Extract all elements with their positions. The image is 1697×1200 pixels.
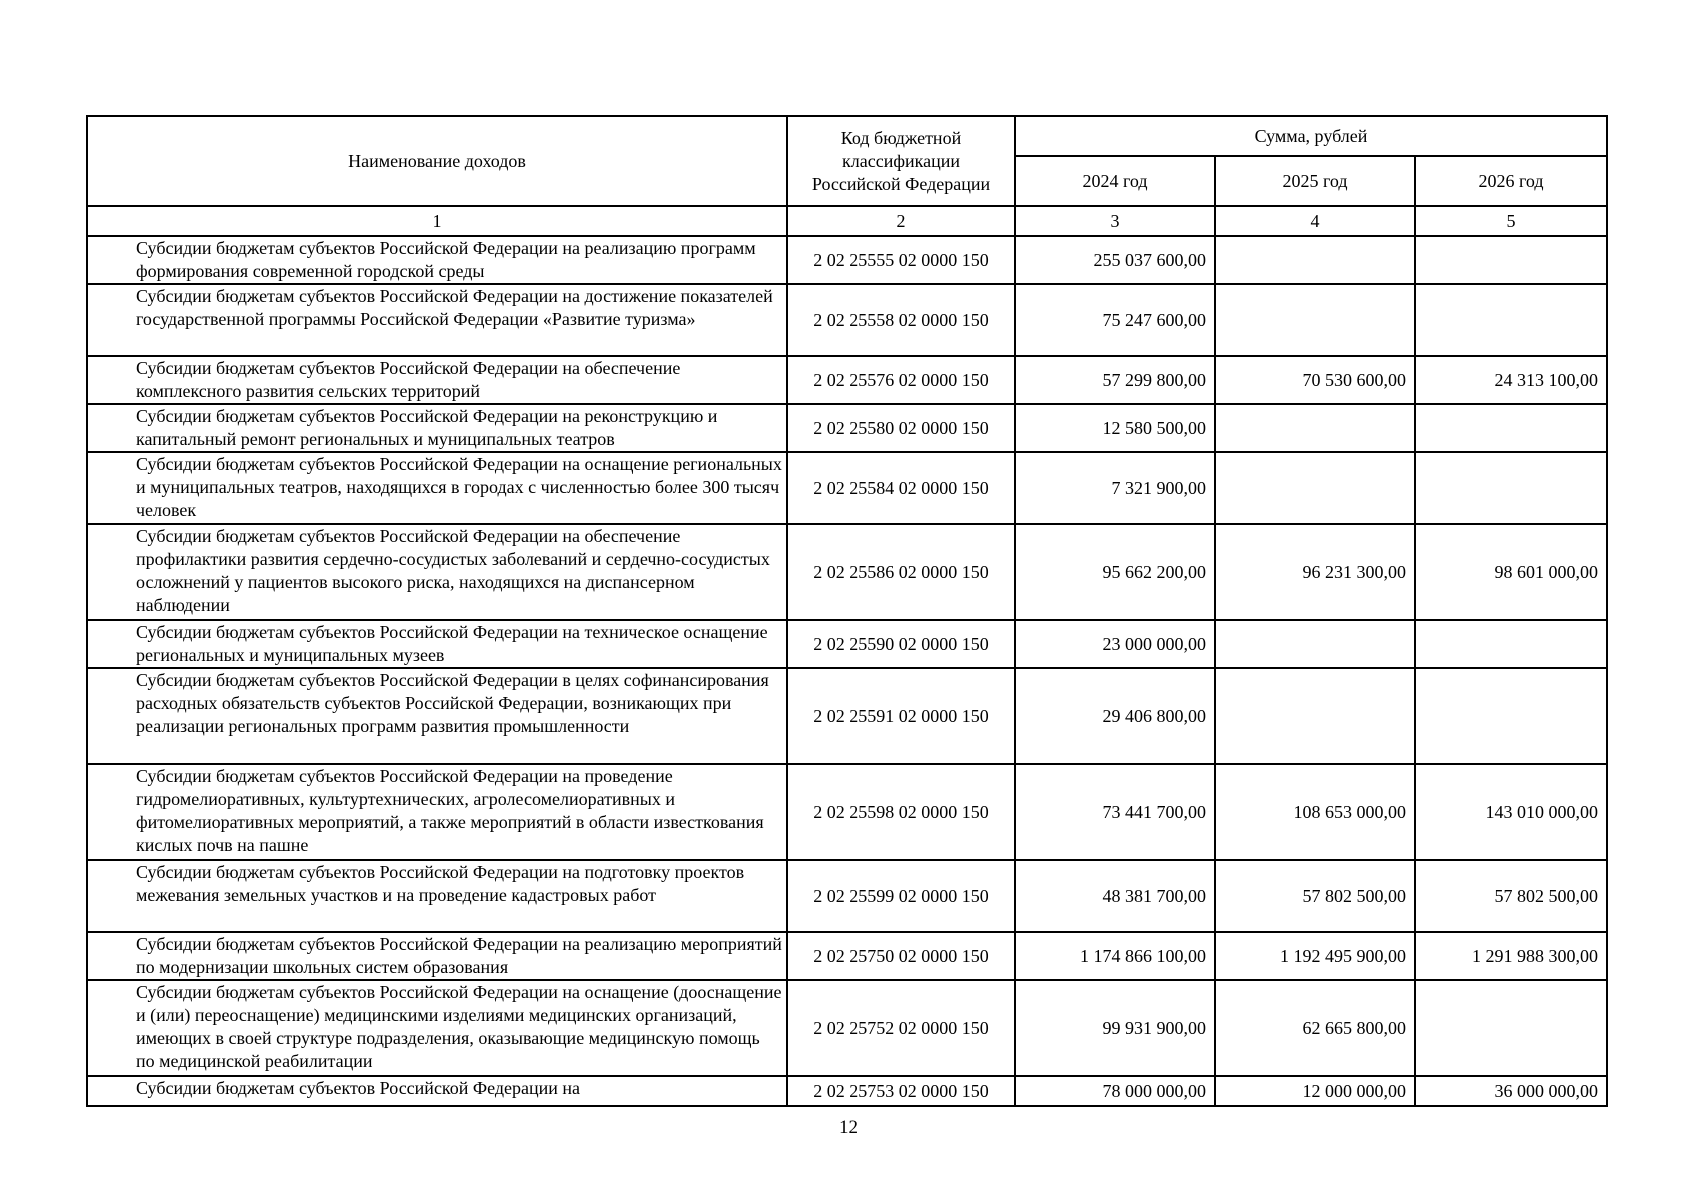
row-name: Субсидии бюджетам субъектов Российской Федерации на реконструкцию и капитальный ремонт региональных и муниципальных театров [87,404,787,452]
row-name: Субсидии бюджетам субъектов Российской Федерации на реализацию мероприятий по модернизации школьных систем образования [87,932,787,980]
table-row [87,1076,1607,1106]
row-name: Субсидии бюджетам субъектов Российской Федерации на обеспечение профилактики развития сердечно-сосудистых заболеваний и сердечно-сосудистых осложнений у пациентов высокого риска, находящихся на диспансерном наблюдении [87,524,787,620]
row-amount-2026: 36 000 000,00 [1415,1076,1607,1106]
col-number-1: 1 [87,206,787,236]
row-code: 2 02 25558 02 0000 150 [787,284,1015,356]
row-amount-2026: 24 313 100,00 [1415,356,1607,404]
row-amount-2024: 99 931 900,00 [1015,980,1215,1076]
row-amount-2024: 73 441 700,00 [1015,764,1215,860]
row-code: 2 02 25599 02 0000 150 [787,860,1015,932]
page-number: 12 [839,1117,858,1138]
row-name: Субсидии бюджетам субъектов Российской Федерации на [87,1076,787,1106]
row-code: 2 02 25555 02 0000 150 [787,236,1015,284]
row-amount-2024: 23 000 000,00 [1015,620,1215,668]
table-row [87,452,1607,524]
row-name: Субсидии бюджетам субъектов Российской Федерации на проведение гидромелиоративных, культуртехнических, агролесомелиоративных и фитомелиоративных мероприятий, а также мероприятий в области известкования кислых почв на пашне [87,764,787,860]
table-row [87,284,1607,356]
col-number-2: 2 [787,206,1015,236]
row-amount-2026 [1415,236,1607,284]
row-amount-2025 [1215,668,1415,764]
row-code: 2 02 25586 02 0000 150 [787,524,1015,620]
header-sum: Сумма, рублей [1015,116,1607,156]
row-amount-2026 [1415,284,1607,356]
row-code: 2 02 25752 02 0000 150 [787,980,1015,1076]
row-amount-2026: 98 601 000,00 [1415,524,1607,620]
row-amount-2025: 108 653 000,00 [1215,764,1415,860]
row-amount-2024: 48 381 700,00 [1015,860,1215,932]
row-code: 2 02 25753 02 0000 150 [787,1076,1015,1106]
col-number-5: 5 [1415,206,1607,236]
row-amount-2025: 1 192 495 900,00 [1215,932,1415,980]
row-name: Субсидии бюджетам субъектов Российской Федерации на оснащение (дооснащение и (или) переоснащение) медицинскими изделиями медицинских организаций, имеющих в своей структуре подразделения, оказывающие медицинскую помощь по медицинской реабилитации [87,980,787,1076]
row-amount-2024: 57 299 800,00 [1015,356,1215,404]
table-row [87,668,1607,764]
row-amount-2025: 57 802 500,00 [1215,860,1415,932]
table-row [87,860,1607,932]
row-code: 2 02 25598 02 0000 150 [787,764,1015,860]
row-amount-2024: 95 662 200,00 [1015,524,1215,620]
table-row [87,404,1607,452]
row-amount-2024: 7 321 900,00 [1015,452,1215,524]
row-amount-2024: 29 406 800,00 [1015,668,1215,764]
row-code: 2 02 25580 02 0000 150 [787,404,1015,452]
header-year-2026: 2026 год [1415,156,1607,206]
row-amount-2024: 1 174 866 100,00 [1015,932,1215,980]
row-amount-2025 [1215,236,1415,284]
table-row [87,236,1607,284]
row-code: 2 02 25576 02 0000 150 [787,356,1015,404]
row-amount-2024: 12 580 500,00 [1015,404,1215,452]
row-amount-2025 [1215,404,1415,452]
row-amount-2025 [1215,620,1415,668]
table-row [87,932,1607,980]
row-amount-2025: 96 231 300,00 [1215,524,1415,620]
row-amount-2026 [1415,980,1607,1076]
row-name: Субсидии бюджетам субъектов Российской Федерации в целях софинансирования расходных обязательств субъектов Российской Федерации, возникающих при реализации региональных программ развития промышленности [87,668,787,764]
row-amount-2025: 12 000 000,00 [1215,1076,1415,1106]
table-row [87,764,1607,860]
col-number-4: 4 [1215,206,1415,236]
row-code: 2 02 25750 02 0000 150 [787,932,1015,980]
row-amount-2024: 78 000 000,00 [1015,1076,1215,1106]
row-amount-2026 [1415,620,1607,668]
row-code: 2 02 25584 02 0000 150 [787,452,1015,524]
col-number-3: 3 [1015,206,1215,236]
row-name: Субсидии бюджетам субъектов Российской Федерации на обеспечение комплексного развития сельских территорий [87,356,787,404]
row-code: 2 02 25591 02 0000 150 [787,668,1015,764]
row-amount-2025: 62 665 800,00 [1215,980,1415,1076]
row-amount-2026: 1 291 988 300,00 [1415,932,1607,980]
row-amount-2025: 70 530 600,00 [1215,356,1415,404]
row-name: Субсидии бюджетам субъектов Российской Федерации на достижение показателей государственной программы Российской Федерации «Развитие туризма» [87,284,787,356]
row-amount-2026 [1415,668,1607,764]
header-code: Код бюджетной классификации Российской Федерации [787,116,1015,206]
table-row [87,620,1607,668]
row-amount-2025 [1215,284,1415,356]
row-name: Субсидии бюджетам субъектов Российской Федерации на подготовку проектов межевания земельных участков и на проведение кадастровых работ [87,860,787,932]
row-amount-2026: 143 010 000,00 [1415,764,1607,860]
row-name: Субсидии бюджетам субъектов Российской Федерации на оснащение региональных и муниципальных театров, находящихся в городах с численностью более 300 тысяч человек [87,452,787,524]
row-code: 2 02 25590 02 0000 150 [787,620,1015,668]
row-name: Субсидии бюджетам субъектов Российской Федерации на техническое оснащение региональных и муниципальных музеев [87,620,787,668]
revenue-table [86,115,1608,1107]
table-row [87,980,1607,1076]
row-amount-2026: 57 802 500,00 [1415,860,1607,932]
header-name: Наименование доходов [87,116,787,206]
row-amount-2026 [1415,452,1607,524]
header-year-2024: 2024 год [1015,156,1215,206]
table-row [87,524,1607,620]
row-amount-2024: 75 247 600,00 [1015,284,1215,356]
row-amount-2026 [1415,404,1607,452]
row-amount-2024: 255 037 600,00 [1015,236,1215,284]
row-amount-2025 [1215,452,1415,524]
table-row [87,356,1607,404]
header-year-2025: 2025 год [1215,156,1415,206]
row-name: Субсидии бюджетам субъектов Российской Федерации на реализацию программ формирования современной городской среды [87,236,787,284]
